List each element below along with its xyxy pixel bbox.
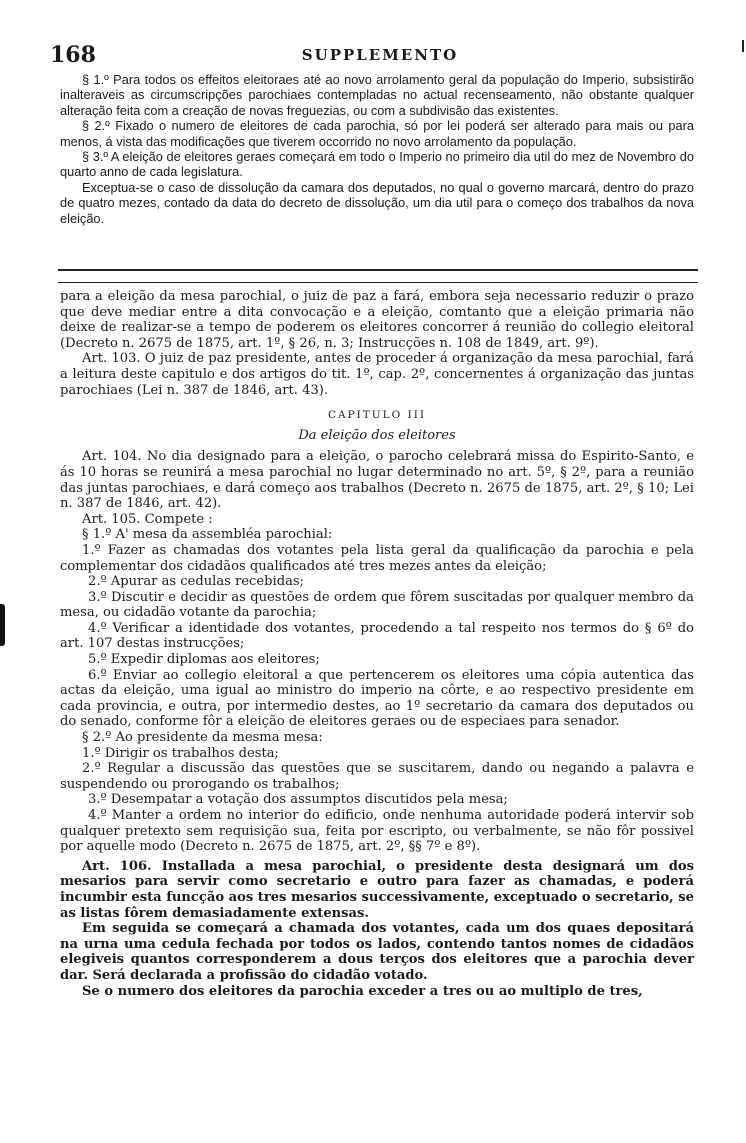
item-1-3: 3.º Discutir e decidir as questões de ordem que fôrem suscitadas por qualquer membro da mesa, ou cidadão votante da parochia; <box>60 589 694 621</box>
note-paragraph: § 1.º Para todos os effeitos eleitoraes até ao novo arrolamento geral da população do Imperio, subsistirão inalteraveis as circumscripções parochiaes contempladas no actual recenseamento, não obstante qualquer alteração feita com a creação de novas freguezias, ou com a subdivisão das existentes. <box>60 72 694 118</box>
bold-section <box>60 859 694 999</box>
section-heading: Da eleição dos eleitores <box>298 427 456 443</box>
divider-thin <box>58 282 698 283</box>
article-103: Art. 103. O juiz de paz presidente, antes de proceder á organização da mesa parochial, fará a leitura deste capitulo e dos artigos do tit. 1º, cap. 2º, concernentes á organização das juntas parochiaes (Lei n. 387 de 1846, art. 43). <box>60 351 694 398</box>
binding-mark <box>0 604 5 646</box>
item-1-6: 6.º Enviar ao collegio eleitoral a que pertencerem os eleitores uma cópia autentica das actas da eleição, uma igual ao ministro do imperio na côrte, e ao respectivo presidente em cada provincia, e outra, por intermedio destes, ao 1º secretario da camara dos deputados ou do senado, conforme fôr a eleição de eleitores geraes ou de especiaes para senador. <box>60 667 694 730</box>
paragraph-1: § 1.º A' mesa da assembléa parochial: <box>82 527 333 543</box>
paragraph-em-seguida: Em seguida se começará a chamada dos votantes, cada um dos quaes depositará na urna uma cedula fechada por todos os lados, contendo tantos nomes de cidadãos elegiveis quantos corresponderem a dous terços dos eleitores que a parochia dever dar. Será declarada a profissão do cidadão votado. <box>60 921 694 983</box>
item-2-4: 4.º Manter a ordem no interior do edificio, onde nenhuma autoridade poderá intervir sob qualquer pretexto sem requisição sua, feita por escripto, ou verbalmente, se não fôr possivel por aquelle modo (Decreto n. 2675 de 1875, art. 2º, §§ 7º e 8º). <box>60 808 694 855</box>
divider-thick <box>58 269 698 271</box>
article-106: Art. 106. Installada a mesa parochial, o presidente desta designará um dos mesarios para servir como secretario e outro para fazer as chamadas, e poderá incumbir esta funcção aos tres mesarios successivamente, exceptuado o secretario, se as listas fôrem demasiadamente extensas. <box>60 858 694 921</box>
main-text <box>60 289 694 999</box>
item-1-5: 5.º Expedir diplomas aos eleitores; <box>88 652 320 668</box>
running-title: SUPPLEMENTO <box>301 46 459 64</box>
continuation-paragraph: para a eleição da mesa parochial, o juiz de paz a fará, embora seja necessario reduzir o prazo que deve mediar entre a dita convocação e a eleição, comtanto que a eleição primaria não deixe de realizar-se a tempo de poderem os eleitores concorrer á reunião do collegio eleitoral (Decreto n. 2675 de 1875, art. 1º, § 26, n. 3; Instrucções n. 108 de 1849, art. 9º). <box>60 289 694 351</box>
item-1-2: 2.º Apurar as cedulas recebidas; <box>88 574 305 590</box>
chapter-heading: CAPITULO III <box>327 409 427 422</box>
item-2-1: 1.º Dirigir os trabalhos desta; <box>82 745 279 761</box>
footnote-block <box>60 72 694 226</box>
margin-mark <box>742 40 744 52</box>
note-paragraph: § 3.º A eleição de eleitores geraes começará em todo o Imperio no primeiro dia util do mez de Novembro do quarto anno de cada legislatura. <box>60 149 694 180</box>
note-paragraph: Exceptua-se o caso de dissolução da camara dos deputados, no qual o governo marcará, dentro do prazo de quatro mezes, contado da data do decreto de dissolução, um dia util para o começo dos trabalhos da nova eleição. <box>60 179 694 226</box>
item-2-3: 3.º Desempatar a votação dos assumptos discutidos pela mesa; <box>88 792 508 808</box>
article-105: Art. 105. Compete : <box>82 511 213 527</box>
page-number: 168 <box>50 42 96 68</box>
note-paragraph: § 2.º Fixado o numero de eleitores de cada parochia, só por lei poderá ser alterado para mais ou para menos, á vista das modificações que tiverem occorrido no novo arrolamento da população. <box>60 118 694 149</box>
page-header <box>50 42 710 70</box>
article-104: Art. 104. No dia designado para a eleição, o parocho celebrará missa do Espirito-Santo, e ás 10 horas se reunirá a mesa parochial no lugar determinado no art. 5º, § 2º, para a reunião das juntas parochiaes, e dará começo aos trabalhos (Decreto n. 2675 de 1875, art. 2º, § 10; Lei n. 387 de 1846, art. 42). <box>60 449 694 512</box>
item-2-2: 2.º Regular a discussão das questões que se suscitarem, dando ou negando a palavra e suspendendo ou prorogando os trabalhos; <box>60 761 694 792</box>
paragraph-2: § 2.º Ao presidente da mesma mesa: <box>82 730 323 746</box>
item-1-1: 1.º Fazer as chamadas dos votantes pela lista geral da qualificação da parochia e pela complementar dos cidadãos qualificados até tres mezes antes da eleição; <box>60 542 694 574</box>
item-1-4: 4.º Verificar a identidade dos votantes, procedendo a tal respeito nos termos do § 6º do art. 107 destas instrucções; <box>60 620 694 652</box>
paragraph-se-numero: Se o numero dos eleitores da parochia exceder a tres ou ao multiplo de tres, <box>82 983 643 999</box>
